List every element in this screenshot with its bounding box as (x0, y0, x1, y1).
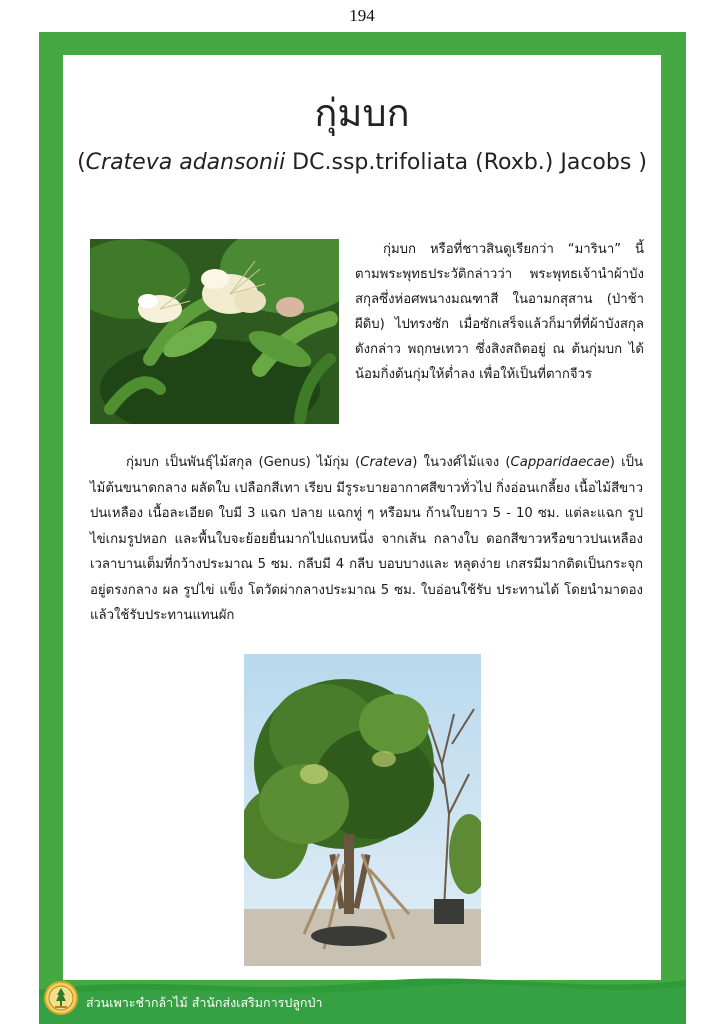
description-part-1: กุ่มบก เป็นพันธุ์ไม้สกุล (Genus) ไม้กุ่ม ( (126, 455, 361, 470)
sci-name-genus-species: Crateva adansonii (85, 150, 286, 175)
description-paragraph (90, 450, 643, 629)
crateva-tree-photo (244, 654, 481, 966)
intro-paragraph: กุ่มบก หรือที่ชาวสินดูเรียกว่า “มารินา” นี้ ตามพระพุทธประวัติกล่าวว่า พระพุทธเจ้านำผ้าบังสกุลซึ่งห่อศพนางมณฑาสี ในอามกสุสาน (ป่าช้าผีดิบ) ไปทรงซัก เมื่อซักเสร็จแล้วก็มาที่ที่ผ้าบังสกุลดังกล่าว พฤกษเทวา ซึ่งสิงสถิตอยู่ ณ ต้นกุ่มบก ได้น้อมกิ่งต้นกุ่มให้ต่ำลง เพื่อให้เป็นที่ตากจีวร (355, 242, 644, 382)
sci-name-open: ( (77, 150, 86, 175)
genus-name: Crateva (360, 455, 413, 470)
description-part-3: ) เป็นไม้ต้นขนาดกลาง ผลัดใบ เปลือกสีเทา เรียบ มีรูระบายอากาศสีขาวทั่วไป กิ่งอ่อนเกลี้ยง เนื้อไม้สีขาวปนเหลือง เนื้อละเอียด ใบมี 3 แฉก ปลาย แฉกทู่ ๆ หรือมน ก้านใบยาว 5 - 10 ซม. แต่ละแฉก รูปไข่เกมรูปหอก และพื้นใบจะย้อยยื่นมากไปแถบหนึ่ง จากเส้น กลางใบ ดอกสีขาวหรือขาวปนเหลือง เวลาบานเต็มที่กว้างประมาณ 5 ซม. กลีบมี 4 กลีบ บอบบางและ หลุดง่าย เกสรมีมากติดเป็นกระจุก อยู่ตรงกลาง ผล รูปไข่ แข็ง โตวัดผ่ากลางประมาณ 5 ซม. ใบอ่อนใช้รับ ประทานได้ โดยนำมาดองแล้วใช้รับประทานแทนผัก (90, 455, 644, 623)
footer-text: ส่วนเพาะชำกล้าไม้ สำนักส่งเสริมการปลูกป่า (86, 995, 323, 1010)
sci-name-authority: DC.ssp.trifoliata (Roxb.) Jacobs ) (285, 150, 647, 175)
page-number: 194 (349, 6, 375, 25)
scientific-name (63, 150, 661, 175)
royal-forest-department-emblem-icon (44, 981, 78, 1015)
page-title: กุ่มบก (314, 91, 410, 135)
description-part-2: ) ในวงศ์ไม้แจง ( (412, 455, 511, 470)
crateva-flowers-photo (90, 239, 339, 424)
family-name: Capparidaecae (510, 455, 610, 470)
